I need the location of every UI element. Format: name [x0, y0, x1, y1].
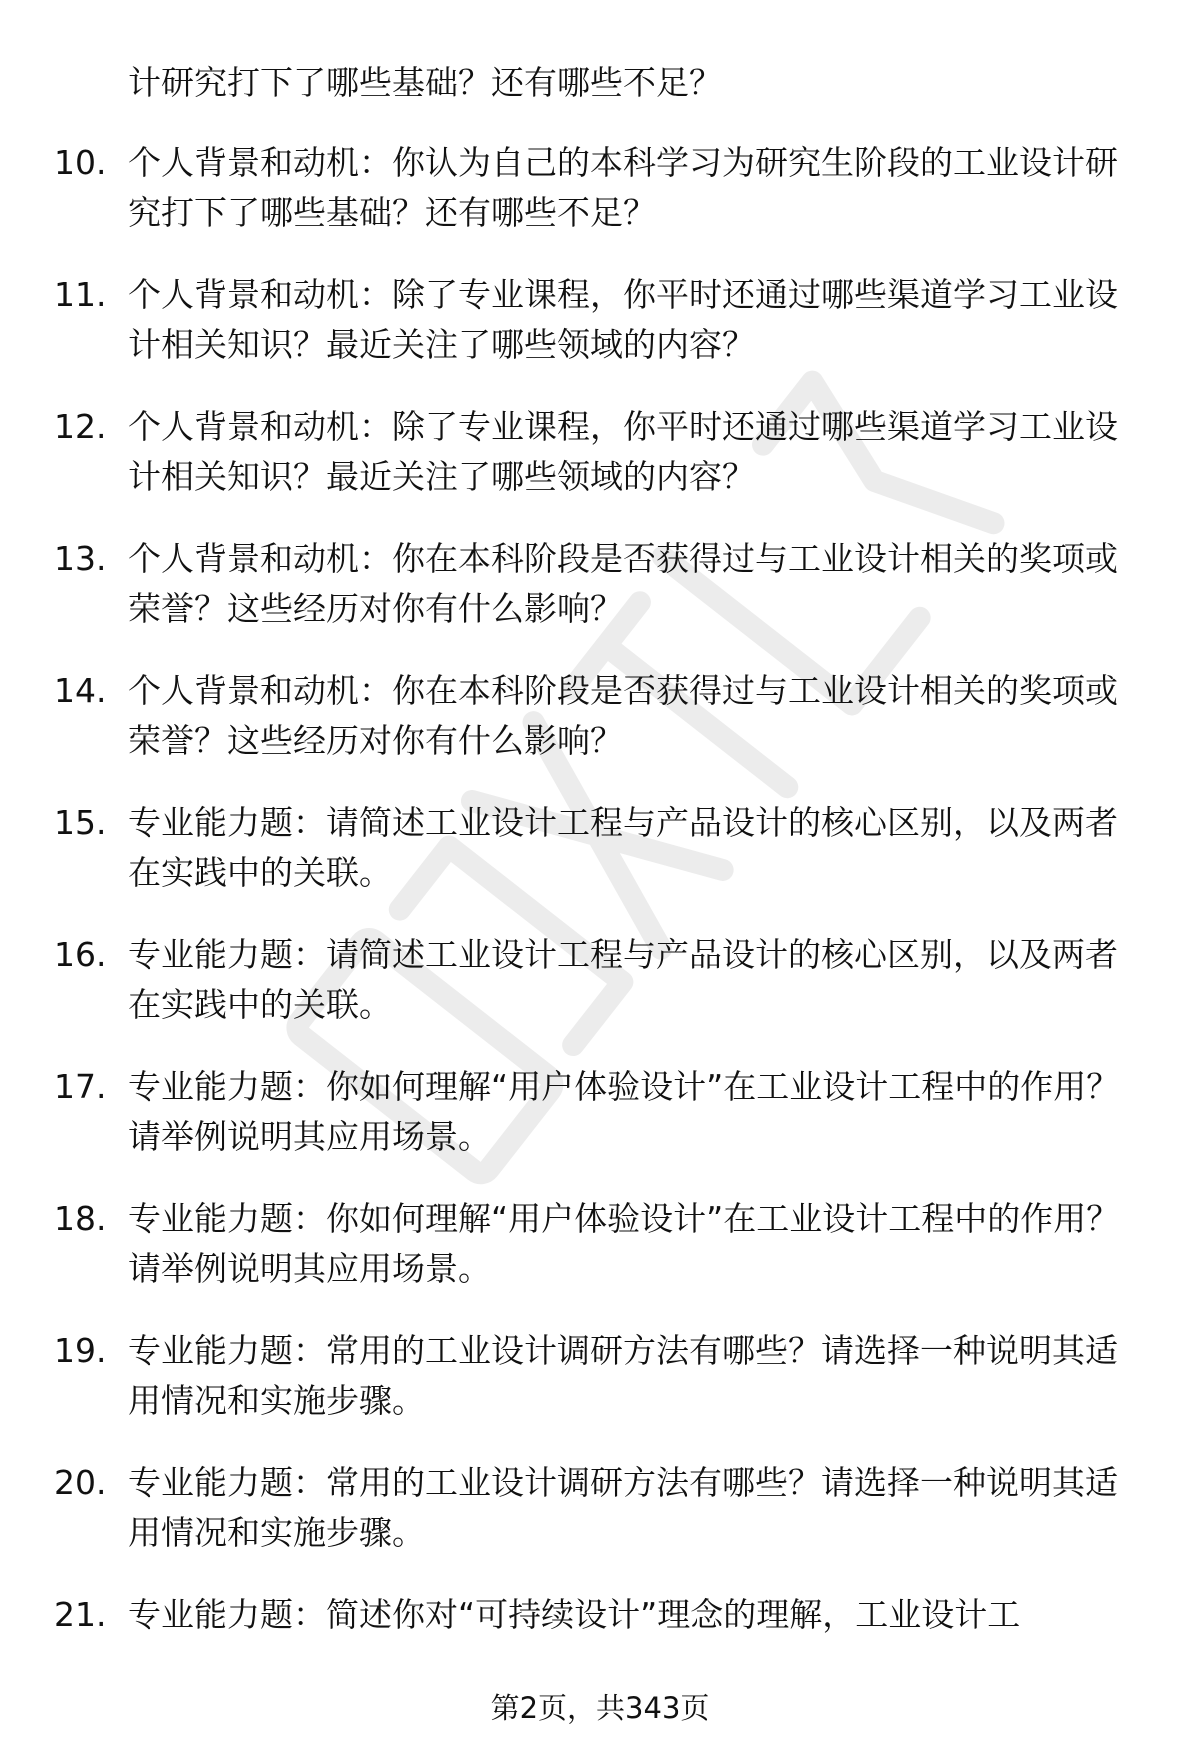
question-number: 12. — [54, 407, 107, 446]
question-text: 专业能力题：你如何理解“用户体验设计”在工业设计工程中的作用？请举例说明其应用场景。 — [128, 1199, 1120, 1288]
question-number: 10. — [54, 143, 107, 182]
continuation-text: 计研究打下了哪些基础？还有哪些不足？ — [128, 63, 722, 102]
list-item — [0, 534, 1200, 666]
page-footer: 第2页，共343页 — [490, 1691, 710, 1725]
question-list — [0, 138, 1200, 1722]
question-text: 专业能力题：常用的工业设计调研方法有哪些？请选择一种说明其适用情况和实施步骤。 — [128, 1463, 1118, 1552]
question-number: 21. — [54, 1595, 107, 1634]
question-number: 16. — [54, 935, 107, 974]
question-text: 个人背景和动机：除了专业课程，你平时还通过哪些渠道学习工业设计相关知识？最近关注了哪些领域的内容？ — [128, 407, 1118, 496]
question-number: 18. — [54, 1199, 107, 1238]
list-item — [0, 930, 1200, 1062]
list-item — [0, 270, 1200, 402]
question-number: 14. — [54, 671, 107, 710]
question-number: 15. — [54, 803, 107, 842]
question-number: 17. — [54, 1067, 107, 1106]
question-number: 19. — [54, 1331, 107, 1370]
list-item — [0, 666, 1200, 798]
list-item — [0, 1326, 1200, 1458]
question-text: 个人背景和动机：除了专业课程，你平时还通过哪些渠道学习工业设计相关知识？最近关注了哪些领域的内容？ — [128, 275, 1118, 364]
question-text: 专业能力题：简述你对“可持续设计”理念的理解，工业设计工 — [128, 1595, 1021, 1634]
question-number: 11. — [54, 275, 107, 314]
list-item — [0, 1458, 1200, 1590]
list-item — [0, 402, 1200, 534]
question-text: 专业能力题：你如何理解“用户体验设计”在工业设计工程中的作用？请举例说明其应用场景。 — [128, 1067, 1120, 1156]
list-item — [0, 798, 1200, 930]
question-text: 专业能力题：常用的工业设计调研方法有哪些？请选择一种说明其适用情况和实施步骤。 — [128, 1331, 1118, 1420]
question-text: 个人背景和动机：你认为自己的本科学习为研究生阶段的工业设计研究打下了哪些基础？还有哪些不足？ — [128, 143, 1118, 232]
question-text: 个人背景和动机：你在本科阶段是否获得过与工业设计相关的奖项或荣誉？这些经历对你有什么影响？ — [128, 671, 1118, 760]
question-text: 专业能力题：请简述工业设计工程与产品设计的核心区别，以及两者在实践中的关联。 — [128, 935, 1118, 1024]
question-number: 13. — [54, 539, 107, 578]
list-item — [0, 138, 1200, 270]
list-item — [0, 1194, 1200, 1326]
question-number: 20. — [54, 1463, 107, 1502]
question-text: 个人背景和动机：你在本科阶段是否获得过与工业设计相关的奖项或荣誉？这些经历对你有什么影响？ — [128, 539, 1118, 628]
question-text: 专业能力题：请简述工业设计工程与产品设计的核心区别，以及两者在实践中的关联。 — [128, 803, 1118, 892]
list-item — [0, 1062, 1200, 1194]
